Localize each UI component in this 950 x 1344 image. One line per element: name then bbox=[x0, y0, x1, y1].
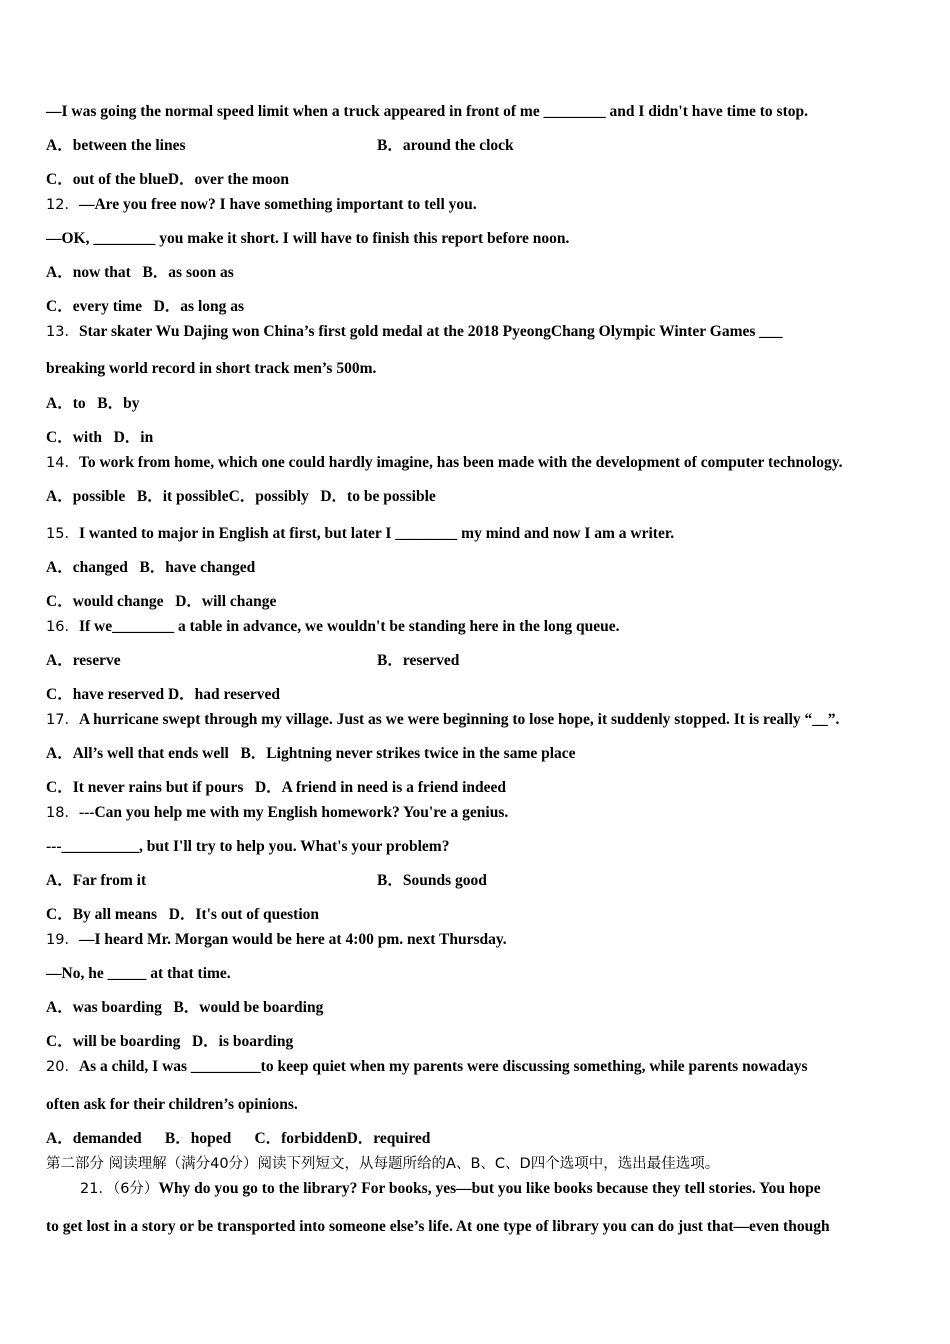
q17-option-b[interactable]: B．Lightning never strikes twice in the same place bbox=[240, 745, 576, 762]
q20-stem bbox=[46, 1057, 808, 1077]
q14-number: 14． bbox=[46, 455, 79, 471]
q13-stem-line1: Star skater Wu Dajing won China’s first gold medal at the 2018 PyeongChang Olympic Winter Games ___ bbox=[78, 323, 783, 340]
q12-options-row2 bbox=[46, 297, 244, 317]
q18-options-row2 bbox=[46, 905, 319, 925]
q19-stem-line1: —I heard Mr. Morgan would be here at 4:00 pm. next Thursday. bbox=[78, 931, 507, 948]
q15-options-row2 bbox=[46, 592, 276, 612]
q16-option-c[interactable]: C．have reserved bbox=[46, 686, 165, 703]
q16-option-d[interactable]: D．had reserved bbox=[167, 686, 281, 703]
q15-option-b[interactable]: B．have changed bbox=[139, 559, 256, 576]
q17-options-row1 bbox=[46, 744, 576, 764]
q11-option-d[interactable]: D．over the moon bbox=[167, 171, 289, 188]
q15-stem-text: I wanted to major in English at first, but later I ________ my mind and now I am a writer. bbox=[78, 525, 675, 542]
q12-option-b[interactable]: B．as soon as bbox=[142, 264, 234, 281]
q18-stem-line1: ---Can you help me with my English homework? You're a genius. bbox=[78, 804, 509, 821]
q20-options bbox=[46, 1129, 430, 1149]
q12-option-a[interactable]: A．now that bbox=[46, 264, 131, 281]
q15-option-d[interactable]: D．will change bbox=[175, 593, 277, 610]
q21-text-line2: to get lost in a story or be transported into someone else’s life. At one type of library you can do just that—even though bbox=[46, 1218, 830, 1235]
q18-stem bbox=[46, 803, 508, 823]
q13-number: 13． bbox=[46, 324, 79, 340]
q12-stem-line1: —Are you free now? I have something important to tell you. bbox=[78, 196, 477, 213]
q20-number: 20． bbox=[46, 1059, 79, 1075]
q17-option-a[interactable]: A．All’s well that ends well bbox=[46, 745, 229, 762]
q21-number: 21． bbox=[80, 1181, 113, 1197]
q19-number: 19． bbox=[46, 932, 79, 948]
q13-option-a[interactable]: A．to bbox=[46, 395, 86, 412]
q16-stem-text: If we________ a table in advance, we wouldn't be standing here in the long queue. bbox=[78, 618, 620, 635]
q17-stem-text: A hurricane swept through my village. Just as we were beginning to lose hope, it suddenly stopped. It is really “__”. bbox=[78, 711, 840, 728]
q11-option-c[interactable]: C．out of the blue bbox=[46, 171, 168, 188]
q18-stem-line2: ---__________, but I'll try to help you. What's your problem? bbox=[46, 838, 450, 855]
q17-option-c[interactable]: C．It never rains but if pours bbox=[46, 779, 244, 796]
q17-option-d[interactable]: D．A friend in need is a friend indeed bbox=[254, 779, 507, 796]
q14-option-b[interactable]: B．it possible bbox=[136, 488, 229, 505]
q13-option-c[interactable]: C．with bbox=[46, 429, 102, 446]
q19-option-c[interactable]: C．will be boarding bbox=[46, 1033, 181, 1050]
q21-passage-line1 bbox=[80, 1179, 821, 1199]
q13-stem bbox=[46, 322, 783, 342]
q20-stem-line2: often ask for their children’s opinions. bbox=[46, 1096, 298, 1113]
q13-option-b[interactable]: B．by bbox=[97, 395, 140, 412]
q14-option-d[interactable]: D．to be possible bbox=[320, 488, 436, 505]
q13-options-row1 bbox=[46, 394, 139, 414]
q12-stem-line2: —OK, ________ you make it short. I will have to finish this report before noon. bbox=[46, 230, 570, 247]
q12-options-row1 bbox=[46, 263, 234, 283]
q12-option-c[interactable]: C．every time bbox=[46, 298, 142, 315]
q19-stem bbox=[46, 930, 507, 950]
q18-option-c[interactable]: C．By all means bbox=[46, 906, 158, 923]
q11-option-a[interactable]: A．between the lines bbox=[46, 137, 186, 154]
q15-options-row1 bbox=[46, 558, 255, 578]
q14-stem-text: To work from home, which one could hardly imagine, has been made with the development of computer technology. bbox=[78, 454, 843, 471]
q11-stem: —I was going the normal speed limit when a truck appeared in front of me ________ and I didn't have time to stop. bbox=[46, 103, 808, 120]
q16-stem bbox=[46, 617, 620, 637]
q20-option-b[interactable]: B．hoped bbox=[164, 1130, 232, 1147]
q13-option-d[interactable]: D．in bbox=[113, 429, 154, 446]
q11-option-b[interactable]: B．around the clock bbox=[377, 137, 514, 154]
q21-text-line1: Why do you go to the library? For books, yes—but you like books because they tell stories. You hope bbox=[158, 1180, 821, 1197]
q15-option-c[interactable]: C．would change bbox=[46, 593, 164, 610]
q19-options-row1 bbox=[46, 998, 323, 1018]
q18-option-a[interactable]: A．Far from it bbox=[46, 872, 147, 889]
q19-options-row2 bbox=[46, 1032, 293, 1052]
q13-stem-line2: breaking world record in short track men’s 500m. bbox=[46, 360, 377, 377]
q18-option-d[interactable]: D．It's out of question bbox=[168, 906, 320, 923]
q20-stem-line1: As a child, I was _________to keep quiet when my parents were discussing something, while parents nowadays bbox=[78, 1058, 808, 1075]
section-2-heading: 第二部分 阅读理解（满分40分）阅读下列短文，从每题所给的A、B、C、D四个选项中，选出最佳选项。 bbox=[46, 1156, 720, 1172]
q14-option-a[interactable]: A．possible bbox=[46, 488, 126, 505]
q14-options bbox=[46, 487, 436, 507]
q16-number: 16． bbox=[46, 619, 79, 635]
q11-options-row1 bbox=[46, 136, 514, 156]
q16-options-row2 bbox=[46, 685, 280, 705]
q13-options-row2 bbox=[46, 428, 153, 448]
q14-stem bbox=[46, 453, 842, 473]
q15-stem bbox=[46, 524, 674, 544]
q15-option-a[interactable]: A．changed bbox=[46, 559, 128, 576]
q18-number: 18． bbox=[46, 805, 79, 821]
q16-options-row1 bbox=[46, 651, 459, 671]
q19-option-a[interactable]: A．was boarding bbox=[46, 999, 162, 1016]
q19-stem-line2: —No, he _____ at that time. bbox=[46, 965, 231, 982]
q17-stem bbox=[46, 710, 839, 730]
q19-option-b[interactable]: B．would be boarding bbox=[173, 999, 324, 1016]
q17-number: 17． bbox=[46, 712, 79, 728]
q12-stem bbox=[46, 195, 477, 215]
q16-option-b[interactable]: B．reserved bbox=[377, 652, 460, 669]
q15-number: 15． bbox=[46, 526, 79, 542]
q14-option-c[interactable]: C．possibly bbox=[228, 488, 309, 505]
q16-option-a[interactable]: A．reserve bbox=[46, 652, 121, 669]
q20-option-a[interactable]: A．demanded bbox=[46, 1130, 142, 1147]
q21-score: （6分） bbox=[112, 1181, 159, 1197]
q20-option-d[interactable]: D．required bbox=[346, 1130, 431, 1147]
q20-option-c[interactable]: C．forbidden bbox=[254, 1130, 347, 1147]
q18-option-b[interactable]: B．Sounds good bbox=[377, 872, 487, 889]
q12-option-d[interactable]: D．as long as bbox=[153, 298, 245, 315]
q12-number: 12． bbox=[46, 197, 79, 213]
q11-options-row2 bbox=[46, 170, 289, 190]
q18-options-row1 bbox=[46, 871, 487, 891]
q19-option-d[interactable]: D．is boarding bbox=[191, 1033, 294, 1050]
q17-options-row2 bbox=[46, 778, 506, 798]
